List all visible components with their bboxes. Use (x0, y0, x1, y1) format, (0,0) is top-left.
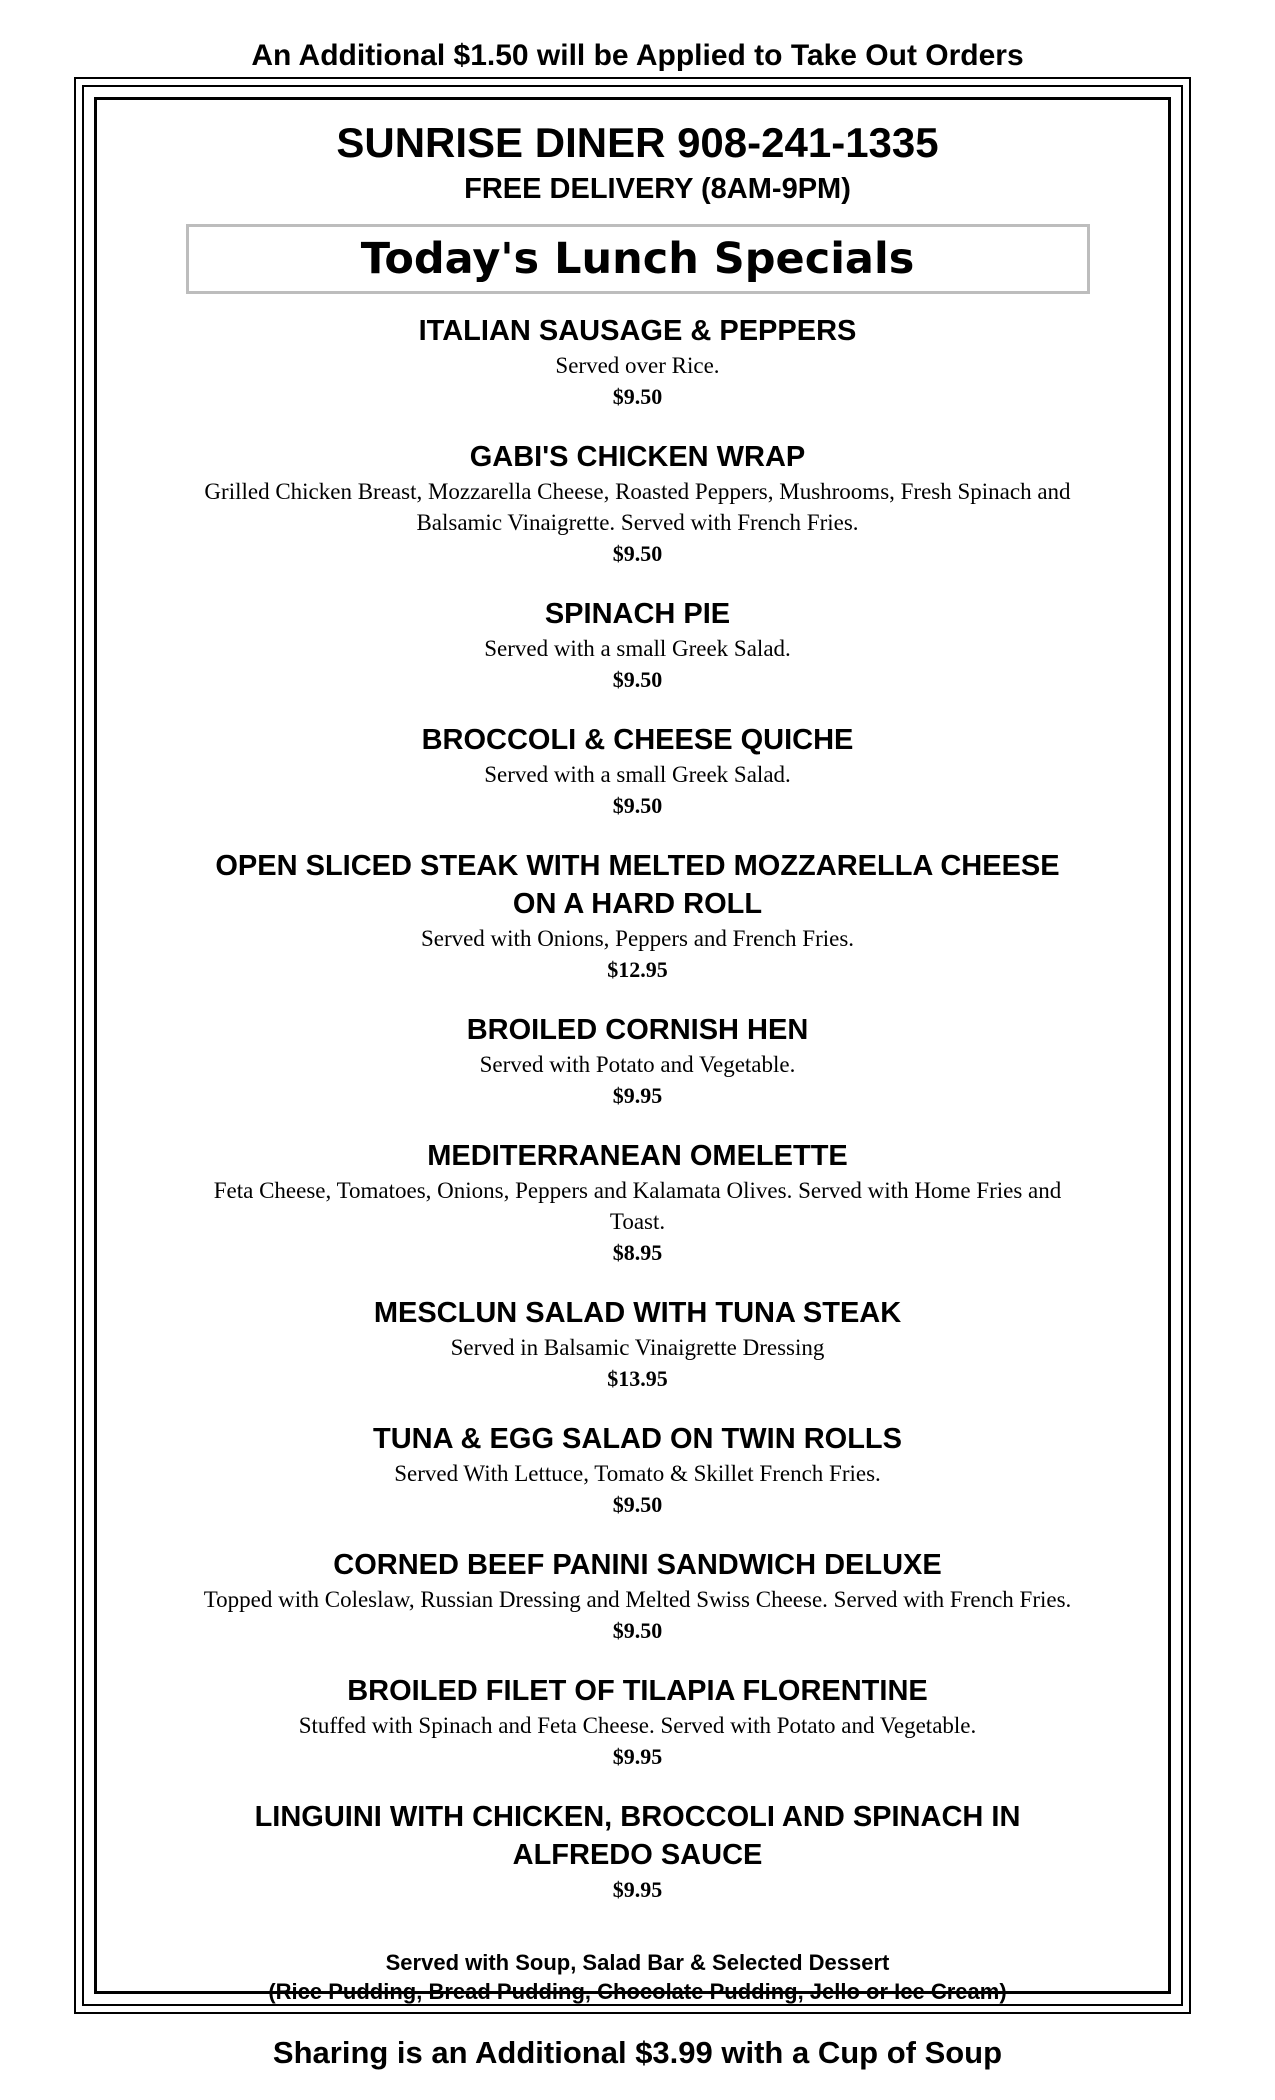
menu-item-name: CORNED BEEF PANINI SANDWICH DELUXE (333, 1549, 942, 1581)
menu-item-description: Served over Rice. (555, 353, 720, 378)
menu-item-name: MESCLUN SALAD WITH TUNA STEAK (373, 1297, 902, 1329)
menu-item-name: ITALIAN SAUSAGE & PEPPERS (418, 315, 857, 347)
menu-item-description: Served With Lettuce, Tomato & Skillet French Fries. (394, 1461, 881, 1486)
delivery-hours: FREE DELIVERY (8AM-9PM) (464, 173, 851, 205)
menu-item-name: OPEN SLICED STEAK WITH MELTED MOZZARELLA CHEESE ON A HARD ROLL (215, 850, 1060, 920)
menu-item (100, 1137, 1175, 1268)
menu-item-name: BROCCOLI & CHEESE QUICHE (421, 724, 854, 756)
menu-item (100, 1294, 1175, 1394)
menu-item-price: $9.50 (612, 384, 663, 409)
menu-item (100, 1798, 1175, 1905)
menu-item-description: Served with a small Greek Salad. (484, 762, 791, 787)
menu-item-name: GABI'S CHICKEN WRAP (469, 441, 806, 473)
menu-item-description: Served with Potato and Vegetable. (479, 1052, 796, 1077)
menu-item-description: Served in Balsamic Vinaigrette Dressing (450, 1335, 825, 1360)
menu-item-name: BROILED FILET OF TILAPIA FLORENTINE (347, 1675, 928, 1707)
specials-banner (186, 224, 1090, 294)
menu-item-price: $9.50 (612, 667, 663, 692)
menu-item-price: $9.95 (612, 1877, 663, 1902)
menu-item-price: $9.50 (612, 541, 663, 566)
menu-item-price: $12.95 (607, 957, 668, 982)
menu-item-description: Grilled Chicken Breast, Mozzarella Cheese, Roasted Peppers, Mushrooms, Fresh Spinach and Balsamic Vinaigrette. Served with French Fries. (204, 479, 1071, 535)
menu-item-price: $9.50 (612, 1618, 663, 1643)
menu-item-name: MEDITERRANEAN OMELETTE (427, 1140, 848, 1172)
menu-item (100, 1672, 1175, 1772)
menu-item-description: Feta Cheese, Tomatoes, Onions, Peppers and Kalamata Olives. Served with Home Fries and Toast. (213, 1178, 1062, 1234)
menu-item (100, 1546, 1175, 1646)
menu-item-name: BROILED CORNISH HEN (466, 1014, 809, 1046)
specials-list (100, 312, 1175, 1905)
menu-item (100, 312, 1175, 412)
menu-item (100, 1420, 1175, 1520)
menu-item-description: Served with Onions, Peppers and French Fries. (420, 926, 855, 951)
menu-item-price: $9.50 (612, 793, 663, 818)
menu-item-price: $13.95 (607, 1366, 668, 1391)
menu-item-description: Topped with Coleslaw, Russian Dressing and Melted Swiss Cheese. Served with French Fries. (203, 1587, 1072, 1612)
menu-item-description: Stuffed with Spinach and Feta Cheese. Served with Potato and Vegetable. (298, 1713, 977, 1738)
menu-item-name: SPINACH PIE (544, 598, 731, 630)
served-with-note (100, 1948, 1175, 2006)
menu-item (100, 438, 1175, 569)
served-with-line: Served with Soup, Salad Bar & Selected Dessert (385, 1950, 890, 1975)
menu-item-price: $9.50 (612, 1492, 663, 1517)
menu-item (100, 595, 1175, 695)
menu-content (100, 100, 1175, 1931)
specials-title: Today's Lunch Specials (360, 234, 915, 284)
dessert-options-line: (Rice Pudding, Bread Pudding, Chocolate Pudding, Jello or Ice Cream) (268, 1979, 1007, 2004)
menu-item-description: Served with a small Greek Salad. (484, 636, 791, 661)
takeout-notice: An Additional $1.50 will be Applied to Take Out Orders (251, 39, 1024, 72)
menu-item-price: $9.95 (612, 1083, 663, 1108)
sharing-notice: Sharing is an Additional $3.99 with a Cup of Soup (272, 2035, 1003, 2070)
diner-name-phone: SUNRISE DINER 908-241-1335 (336, 119, 939, 166)
menu-item (100, 847, 1175, 985)
menu-item-price: $8.95 (612, 1240, 663, 1265)
menu-item (100, 1011, 1175, 1111)
menu-item-name: LINGUINI WITH CHICKEN, BROCCOLI AND SPINACH IN ALFREDO SAUCE (254, 1801, 1021, 1871)
menu-item-name: TUNA & EGG SALAD ON TWIN ROLLS (373, 1423, 902, 1455)
menu-item (100, 721, 1175, 821)
menu-item-price: $9.95 (612, 1744, 663, 1769)
